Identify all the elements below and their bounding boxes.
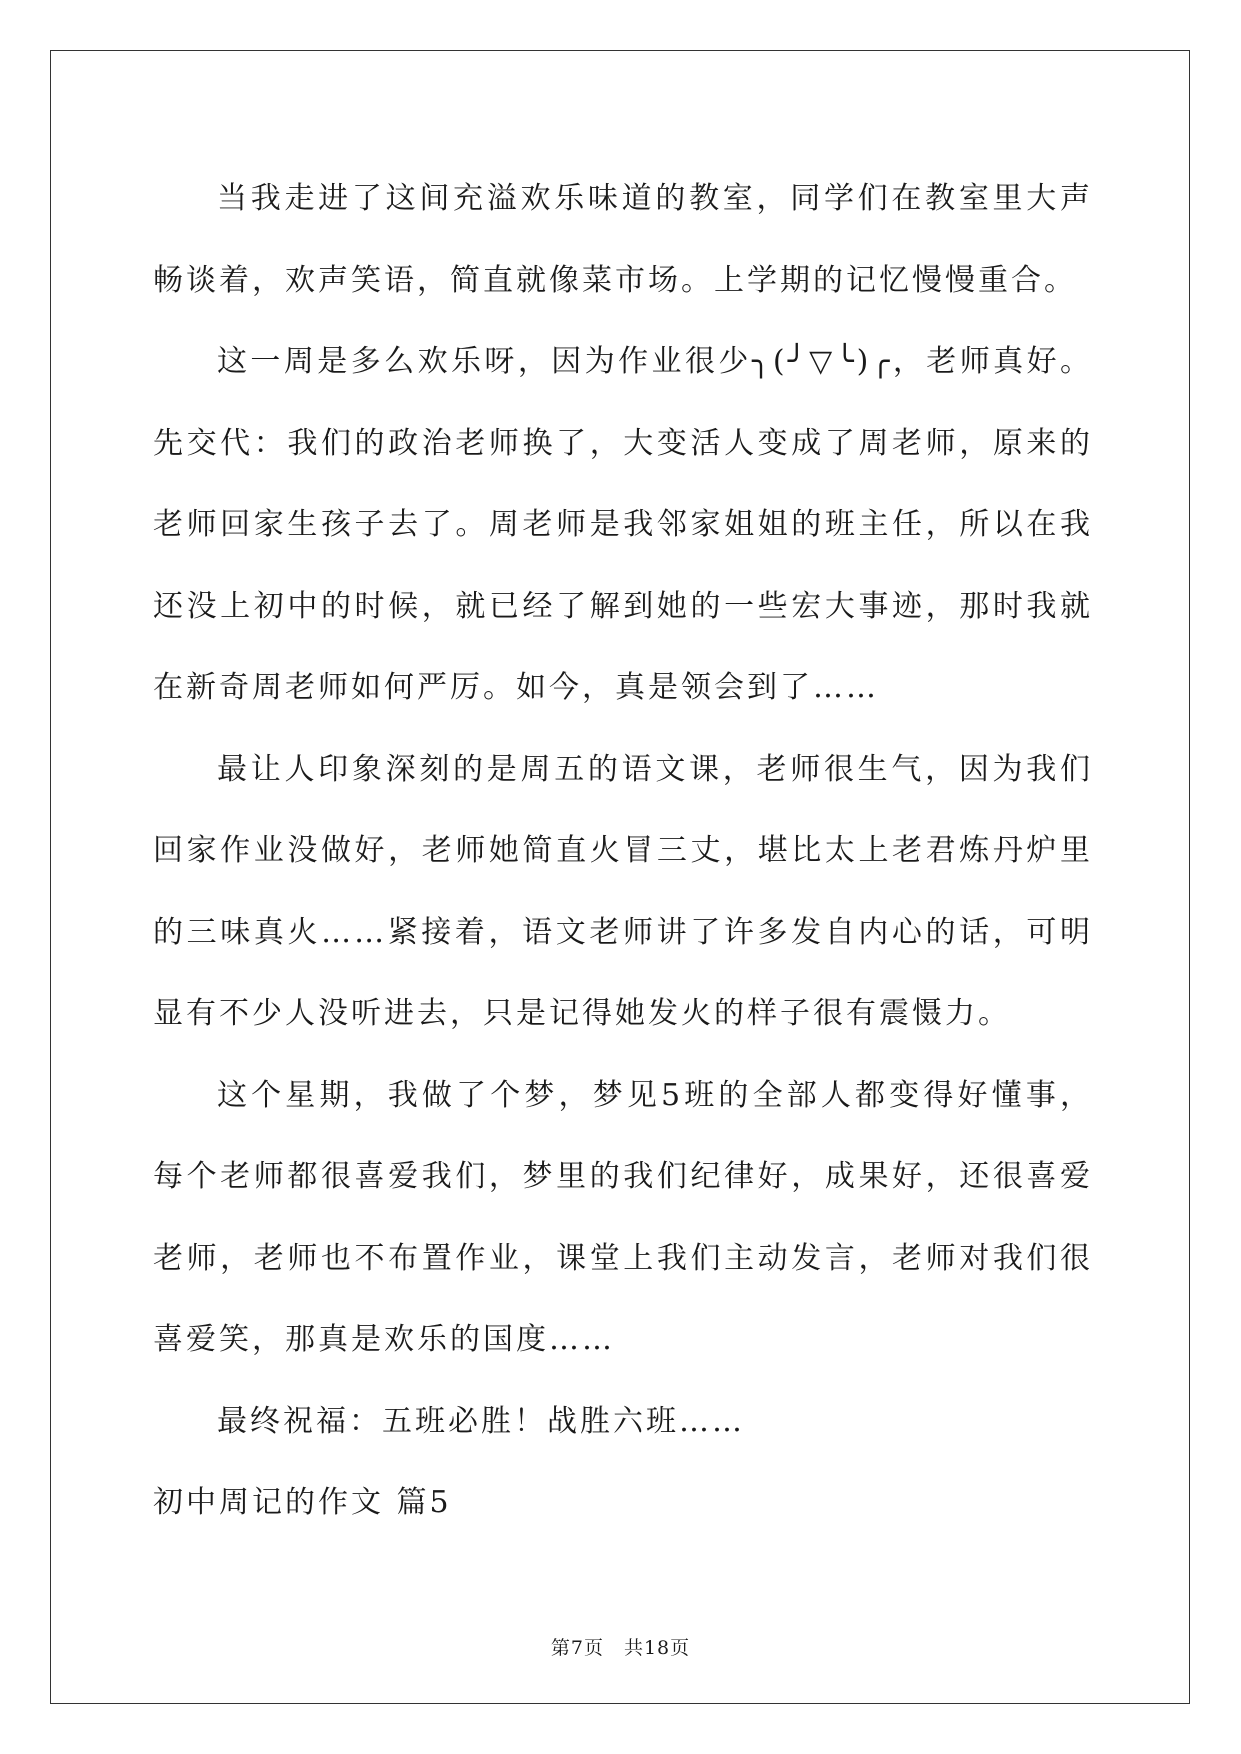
paragraph-1: 当我走进了这间充溢欢乐味道的教室，同学们在教室里大声畅谈着，欢声笑语，简直就像菜市场。上学期的记忆慢慢重合。 — [153, 181, 1093, 298]
paragraph-3: 最让人印象深刻的是周五的语文课，老师很生气，因为我们回家作业没做好，老师她简直火冒三丈，堪比太上老君炼丹炉里的三味真火……紧接着，语文老师讲了许多发自内心的话，可明显有不少人没听进去，只是记得她发火的样子很有震慑力。 — [153, 751, 1093, 1031]
paragraph-5: 最终祝福：五班必胜！战胜六班…… — [217, 1403, 745, 1439]
paragraph-4: 这个星期，我做了个梦，梦见5班的全部人都变得好懂事，每个老师都很喜爱我们，梦里的我们纪律好，成果好，还很喜爱老师，老师也不布置作业，课堂上我们主动发言，老师对我们很喜爱笑，那真是欢乐的国度…… — [153, 1077, 1093, 1357]
paragraph-2: 这一周是多么欢乐呀，因为作业很少╮(╯▽╰)╭，老师真好。先交代：我们的政治老师换了，大变活人变成了周老师，原来的老师回家生孩子去了。周老师是我邻家姐姐的班主任，所以在我还没上初中的时候，就已经了解到她的一些宏大事迹，那时我就在新奇周老师如何严厉。如今，真是领会到了…… — [153, 344, 1093, 705]
document-body — [153, 158, 1093, 1544]
page-number: 第7页 共18页 — [550, 1637, 691, 1659]
section-heading: 初中周记的作文 篇5 — [153, 1485, 452, 1520]
